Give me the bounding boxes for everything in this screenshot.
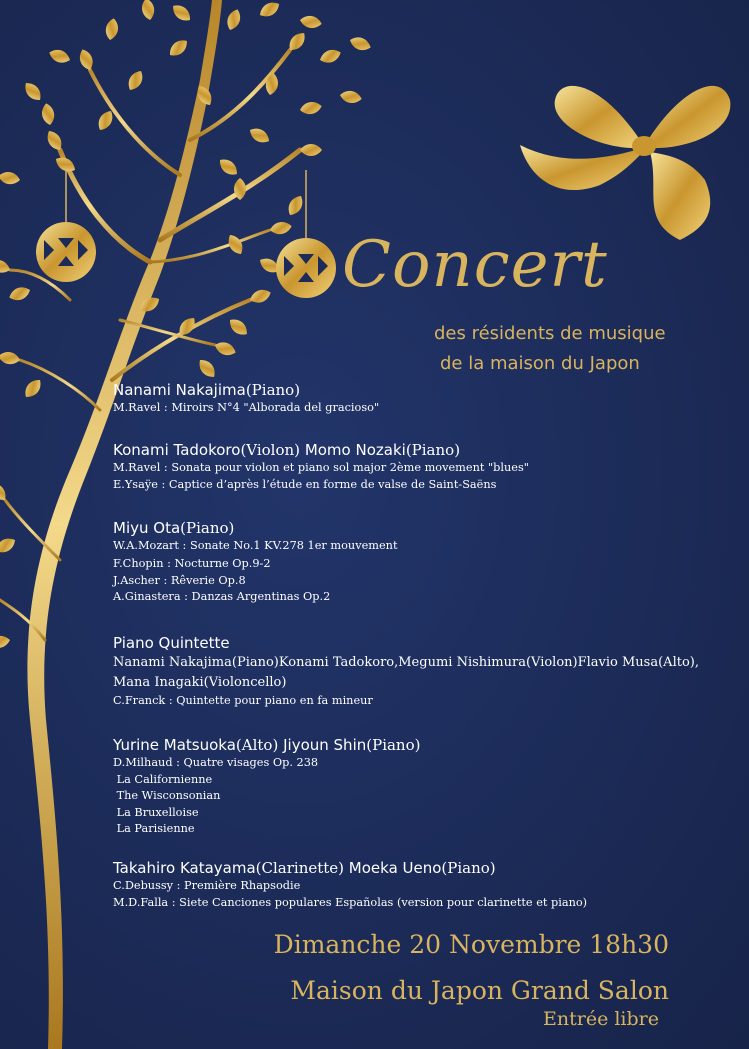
performers-heading (113, 518, 397, 538)
piece-line: J.Ascher : Rêverie Op.8 (113, 573, 246, 587)
piece-line: F.Chopin : Nocturne Op.9-2 (113, 557, 271, 570)
piece-line: M.Ravel : Sonata pour violon et piano sol major 2ème movement "blues" (113, 461, 529, 474)
piece-line: W.A.Mozart : Sonate No.1 KV.278 1er mouvement (113, 539, 398, 552)
program-block-1 (113, 380, 379, 417)
performer-name: Jiyoun Shin (283, 736, 367, 754)
players-line: Mana Inagaki(Violoncello) (113, 675, 287, 690)
program-block-5 (113, 735, 420, 838)
performer-instrument: (Piano) (180, 519, 235, 537)
ornament-right (276, 170, 336, 298)
performer-instrument: (Piano) (441, 859, 496, 877)
piece-line: La Californienne (113, 772, 213, 786)
players-line: Nanami Nakajima(Piano)Konami Tadokoro,Megumi Nishimura(Violon)Flavio Musa(Alto), (113, 655, 699, 670)
performer-instrument: (Clarinette) (255, 859, 345, 877)
performer-instrument: (Piano) (245, 381, 301, 399)
piece-line: C.Debussy : Première Rhapsodie (113, 879, 301, 892)
performer-instrument: (Violon) (240, 441, 301, 459)
program-block-6 (113, 858, 587, 911)
piece-line: La Bruxelloise (113, 805, 199, 819)
event-date: Dimanche 20 Novembre 18h30 (273, 930, 669, 959)
performer-instrument: (Piano) (405, 441, 461, 459)
event-venue: Maison du Japon Grand Salon (290, 976, 669, 1005)
program-block-3 (113, 518, 397, 606)
performers-heading (113, 858, 587, 878)
ornament-left (36, 170, 96, 282)
performers-heading (113, 633, 699, 653)
gold-ribbon-bow (520, 86, 730, 240)
piece-line: M.D.Falla : Siete Canciones populares Españolas (version pour clarinette et piano) (113, 895, 588, 909)
piece-line: E.Ysaÿe : Captice d’après l’étude en forme de valse de Saint-Saëns (113, 477, 497, 491)
concert-title: Concert (342, 228, 608, 302)
performers-heading (113, 440, 529, 460)
program-block-2 (113, 440, 529, 493)
ensemble-name: Piano Quintette (113, 634, 230, 652)
performer-instrument: (Piano) (366, 736, 421, 754)
performer-name: Miyu Ota (113, 519, 181, 537)
piece-line: M.Ravel : Miroirs N°4 "Alborada del gracioso" (113, 401, 380, 414)
performer-name: Yurine Matsuoka (113, 736, 236, 754)
piece-line: C.Franck : Quintette pour piano en fa mineur (113, 694, 373, 707)
performer-name: Konami Tadokoro (113, 441, 241, 459)
performer-name: Takahiro Katayama (113, 859, 256, 877)
entry-info: Entrée libre (543, 1008, 659, 1030)
performer-instrument: (Alto) (235, 736, 279, 754)
performers-heading (113, 735, 420, 755)
piece-line: A.Ginastera : Danzas Argentinas Op.2 (113, 590, 331, 603)
subtitle-line-1: des résidents de musique (434, 323, 666, 344)
performer-name: Moeka Ueno (348, 859, 442, 877)
piece-line: The Wisconsonian (113, 789, 221, 802)
piece-line: La Parisienne (113, 822, 195, 835)
subtitle-line-2: de la maison du Japon (440, 353, 640, 374)
program-block-4 (113, 633, 699, 710)
performers-heading (113, 380, 379, 400)
piece-line: D.Milhaud : Quatre visages Op. 238 (113, 756, 319, 769)
performer-name: Nanami Nakajima (113, 381, 246, 399)
performer-name: Momo Nozaki (304, 441, 406, 459)
